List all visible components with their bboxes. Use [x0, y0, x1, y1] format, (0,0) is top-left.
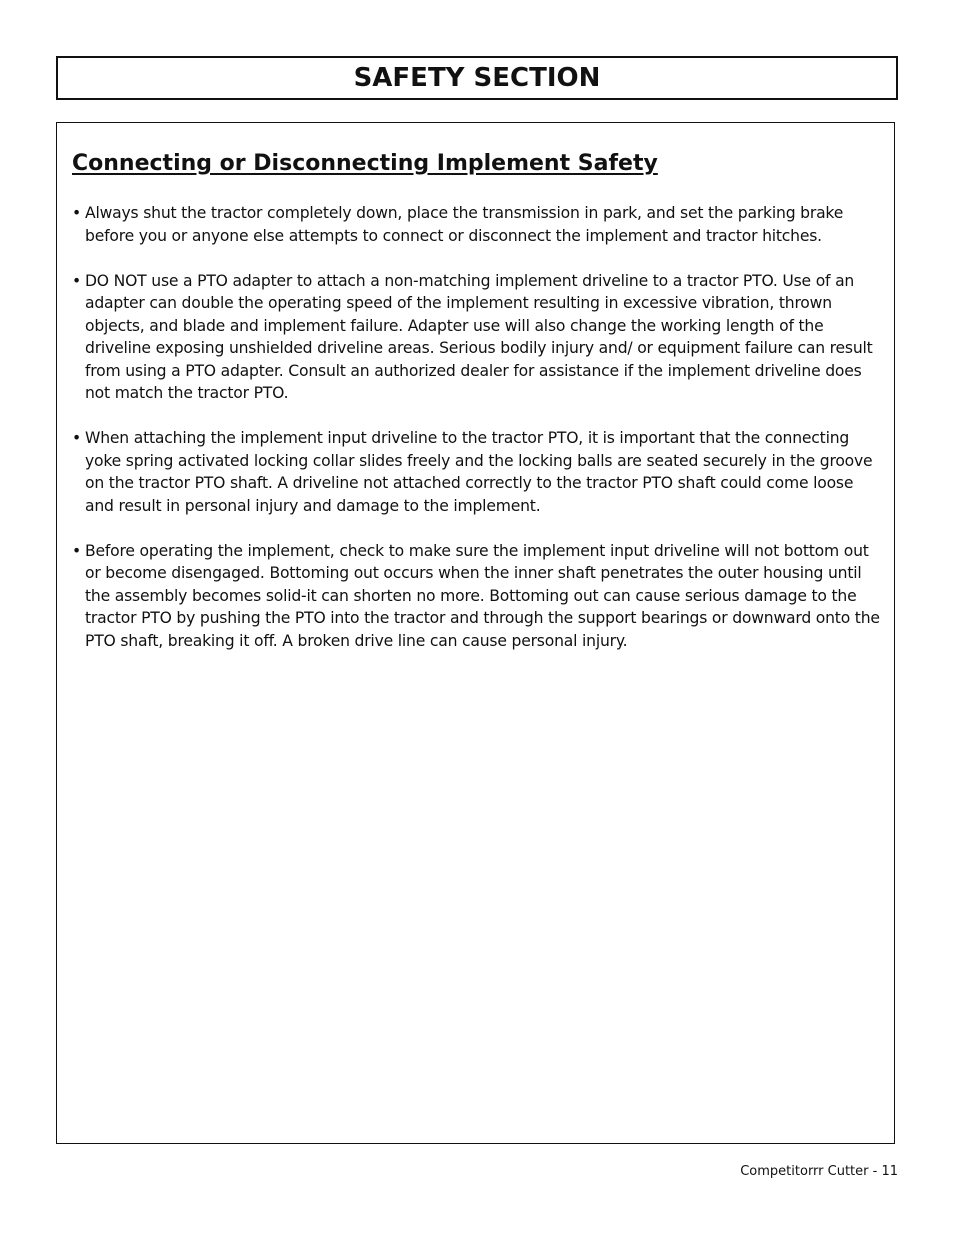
list-item [72, 427, 882, 517]
safety-bullet-list [72, 202, 882, 675]
page-title: SAFETY SECTION [353, 63, 601, 93]
list-item-text: DO NOT use a PTO adapter to attach a non-matching implement driveline to a tractor PTO. Use of an adapter can double the operating speed of the implement resulting in excessive vibration, thrown objects, and blade and implement failure. Adapter use will also change the working length of the driveline exposing unshielded driveline areas. Serious bodily injury and/ or equipment failure can result from using a PTO adapter. Consult an authorized dealer for assistance if the implement driveline does not match the tractor PTO. [85, 271, 873, 402]
bullet-icon: • [72, 204, 81, 222]
list-item [72, 540, 882, 653]
bullet-icon: • [72, 271, 81, 290]
list-item [72, 202, 882, 247]
list-item [72, 270, 882, 405]
section-heading: Connecting or Disconnecting Implement Safety [72, 151, 658, 176]
list-item-text: Before operating the implement, check to make sure the implement input driveline will not bottom out or become disengaged. Bottoming out occurs when the inner shaft penetrates the outer housing until the assembly becomes solid-it can shorten no more. Bottoming out can cause serious damage to the tractor PTO by pushing the PTO into the tractor and through the support bearings or downward onto the PTO shaft, breaking it off. A broken drive line can cause personal injury. [85, 541, 880, 650]
page-footer: Competitorrr Cutter - 11 [740, 1164, 898, 1179]
section-header-box [56, 56, 898, 100]
content-panel [56, 122, 895, 1144]
bullet-icon: • [72, 541, 81, 560]
bullet-icon: • [72, 429, 81, 447]
list-item-text: When attaching the implement input driveline to the tractor PTO, it is important that the connecting yoke spring activated locking collar slides freely and the locking balls are seated securely in the groove on the tractor PTO shaft. A driveline not attached correctly to the tractor PTO shaft could come loose and result in personal injury and damage to the implement. [85, 429, 873, 515]
list-item-text: Always shut the tractor completely down, place the transmission in park, and set the parking brake before you or anyone else attempts to connect or disconnect the implement and tractor hitches. [85, 204, 844, 245]
